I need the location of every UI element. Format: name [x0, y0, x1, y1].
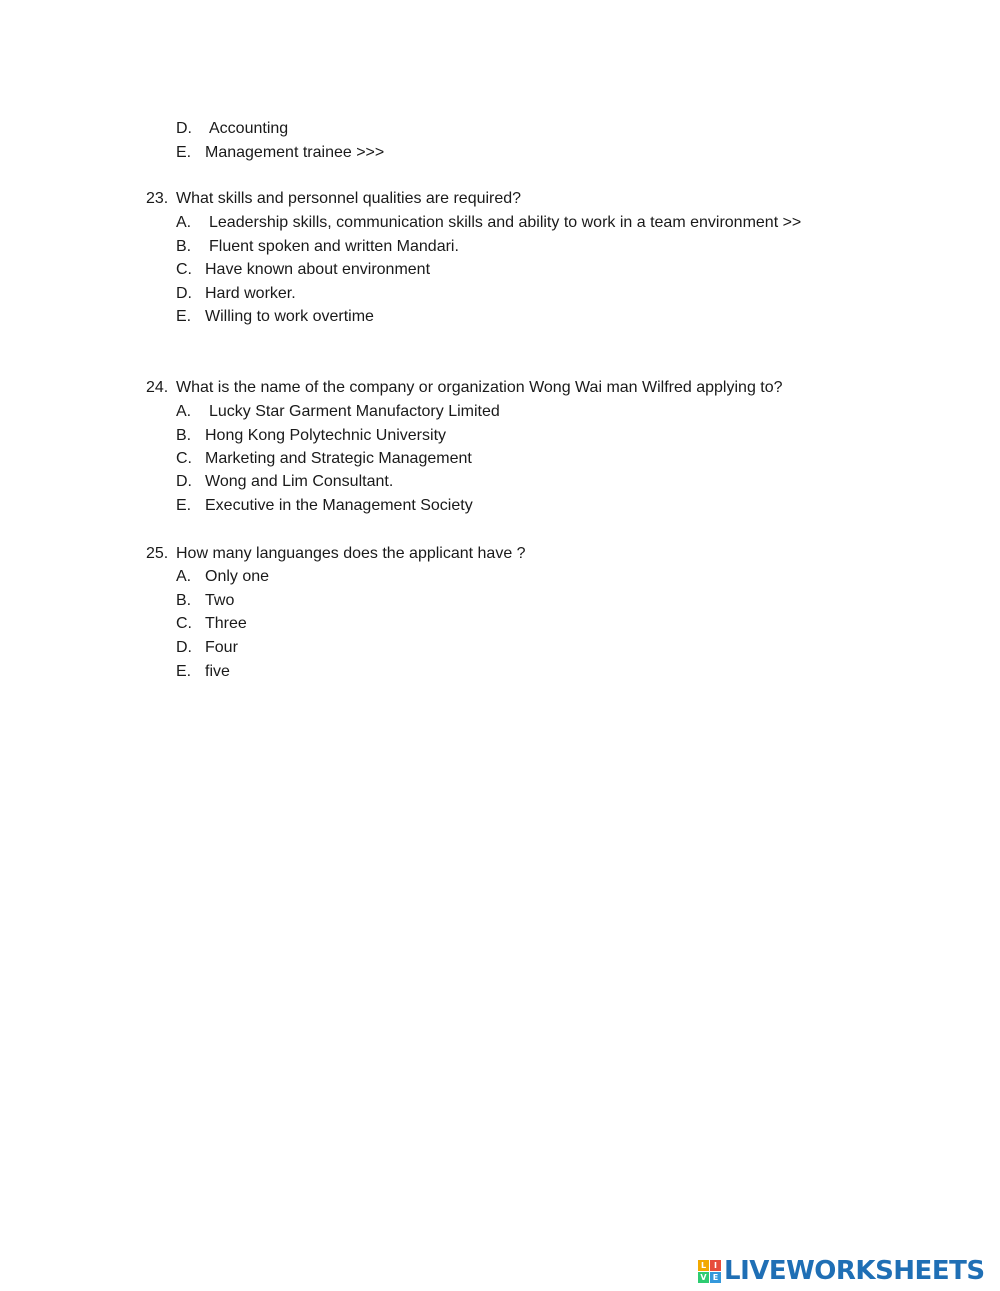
option-text: Leadership skills, communication skills and ability to work in a team environment >>	[209, 214, 802, 231]
option-text: Accounting	[209, 120, 289, 137]
option-text: Have known about environment	[205, 261, 431, 278]
option-text: Only one	[205, 568, 270, 585]
option-letter: D.	[176, 285, 192, 302]
option-text: Two	[205, 592, 235, 609]
option-letter: E.	[176, 497, 192, 514]
logo-text: LIVEWORKSHEETS	[724, 1256, 985, 1286]
option-text: five	[205, 663, 230, 680]
option-letter: E.	[176, 308, 192, 325]
option-letter: D.	[176, 639, 192, 656]
option-text: Willing to work overtime	[205, 308, 374, 325]
option-letter: D.	[176, 120, 192, 137]
logo-block-i: I	[710, 1260, 721, 1271]
logo-block-v: V	[698, 1272, 709, 1283]
question-number: 23.	[146, 190, 169, 207]
question-number: 24.	[146, 379, 169, 396]
question-number: 25.	[146, 545, 169, 562]
question-text: How many languanges does the applicant have ?	[176, 545, 526, 562]
logo-block-l: L	[698, 1260, 709, 1271]
option-text: Executive in the Management Society	[205, 497, 473, 514]
option-text: Three	[205, 615, 247, 632]
logo-blocks-icon	[698, 1260, 721, 1283]
liveworksheets-logo	[698, 1255, 993, 1287]
option-text: Lucky Star Garment Manufactory Limited	[209, 403, 500, 420]
option-letter: B.	[176, 592, 192, 609]
option-letter: B.	[176, 427, 192, 444]
option-letter: B.	[176, 238, 192, 255]
option-letter: C.	[176, 261, 192, 278]
question-text: What skills and personnel qualities are required?	[176, 190, 522, 207]
logo-block-e: E	[710, 1272, 721, 1283]
option-text: Marketing and Strategic Management	[205, 450, 472, 467]
option-text: Hong Kong Polytechnic University	[205, 427, 447, 444]
option-text: Wong and Lim Consultant.	[205, 473, 394, 490]
option-letter: E.	[176, 663, 192, 680]
option-text: Hard worker.	[205, 285, 296, 302]
option-letter: A.	[176, 403, 192, 420]
option-letter: E.	[176, 144, 192, 161]
option-letter: D.	[176, 473, 192, 490]
option-letter: C.	[176, 615, 192, 632]
option-letter: A.	[176, 214, 192, 231]
question-text: What is the name of the company or organization Wong Wai man Wilfred applying to?	[176, 379, 783, 396]
option-text: Management trainee >>>	[205, 144, 385, 161]
option-letter: C.	[176, 450, 192, 467]
option-text: Fluent spoken and written Mandari.	[209, 238, 459, 255]
option-letter: A.	[176, 568, 192, 585]
option-text: Four	[205, 639, 238, 656]
